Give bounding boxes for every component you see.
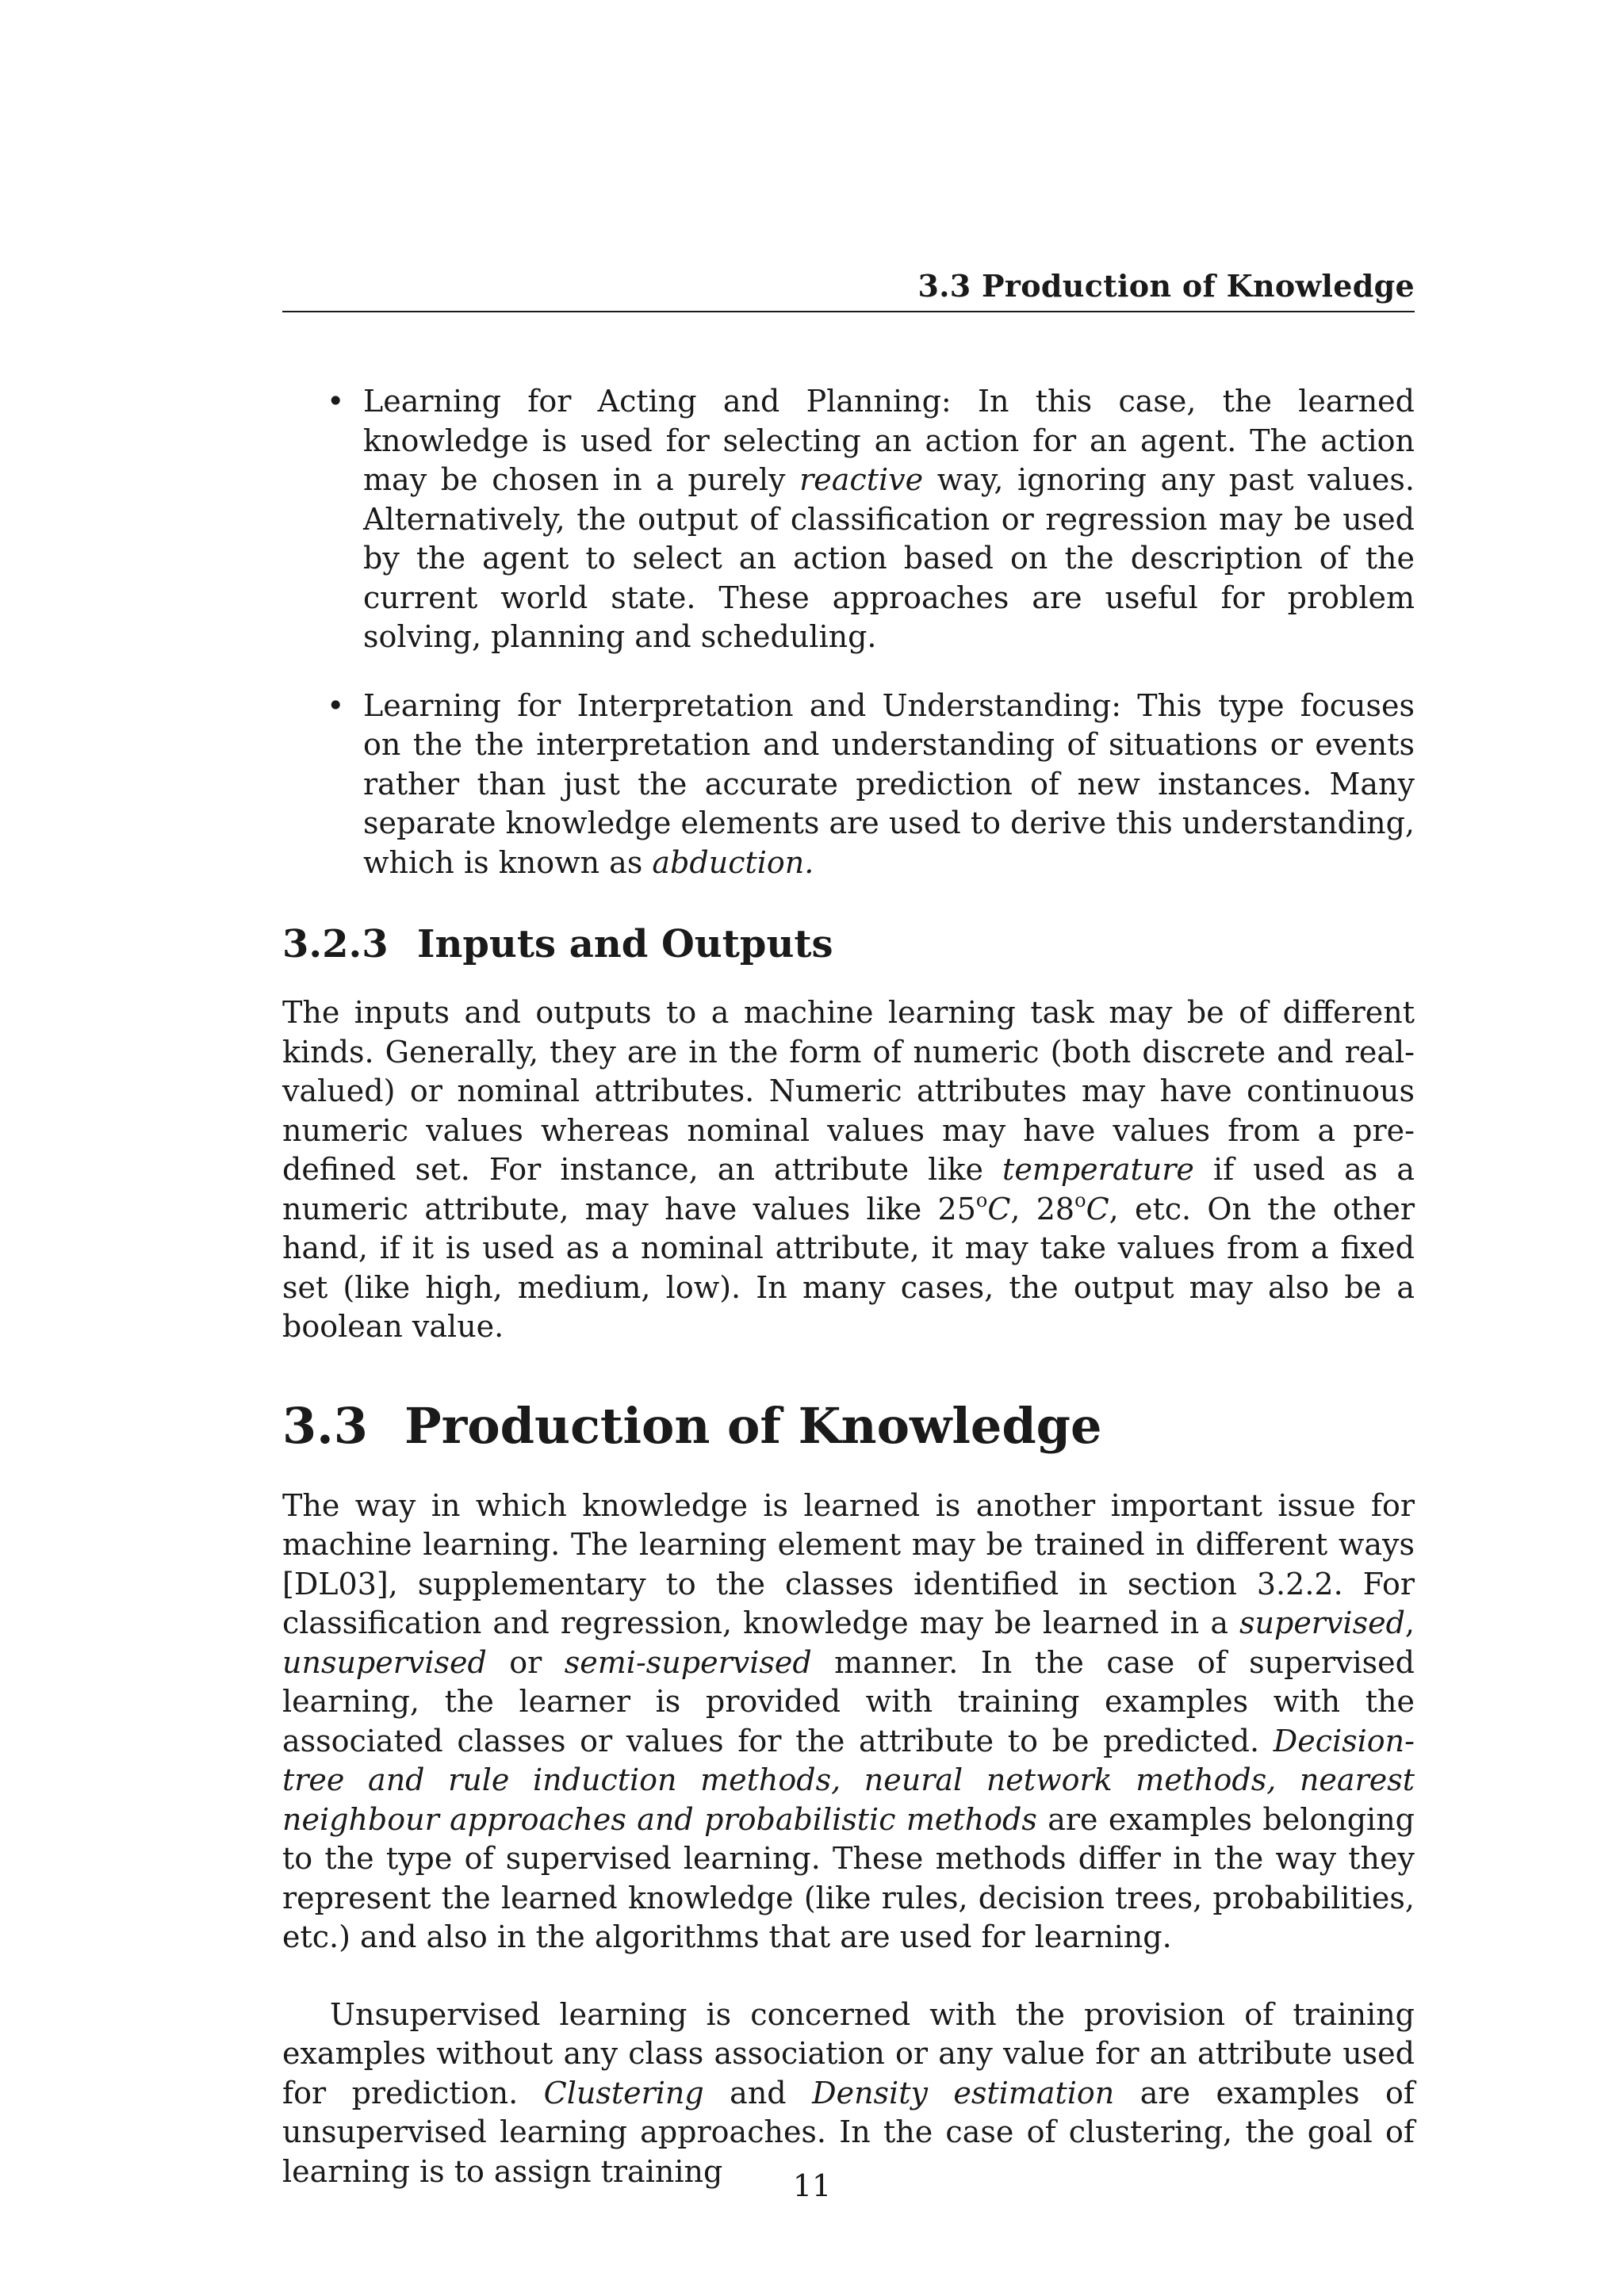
page-body bbox=[282, 382, 1415, 2191]
running-header: 3.3 Production of Knowledge bbox=[917, 268, 1415, 304]
list-item bbox=[282, 382, 1415, 657]
section-title: Production of Knowledge bbox=[404, 1396, 1102, 1455]
subsection-number: 3.2.3 bbox=[282, 922, 389, 966]
bullet-list bbox=[282, 382, 1415, 882]
subsection-title: Inputs and Outputs bbox=[417, 922, 833, 966]
paragraph: Unsupervised learning is concerned with the provision of training examples without any class association or any value for an attribute used for prediction. Clustering and Density estimation are examples of unsupervised learning approaches. In the case of clustering, the goal of learning is to assign training bbox=[282, 1996, 1415, 2189]
paragraph: The inputs and outputs to a machine learning task may be of different kinds. Generally, they are in the form of numeric (both discrete and real-valued) or nominal attributes. Numeric attributes may have continuous numeric values whereas nominal values may have values from a pre-defined set. For instance, an attribute like temperature if used as a numeric attribute, may have values like 25$^o$C, 28$^o$C, etc. On the other hand, if it is used as a nominal attribute, it may take values from a fixed set (like high, medium, low). In many cases, the output may also be a boolean value. bbox=[282, 995, 1415, 1344]
header-rule bbox=[282, 311, 1415, 312]
section-heading bbox=[282, 1396, 1415, 1456]
bullet-text: Learning for Interpretation and Understanding: This type focuses on the the interpretation and understanding of situations or events rather than just the accurate prediction of new instances. Many separate knowledge elements are used to derive this understanding, which is known as abduction. bbox=[363, 687, 1415, 880]
page-number: 11 bbox=[792, 2168, 832, 2203]
bullet-icon: • bbox=[327, 687, 345, 723]
subsection-heading bbox=[282, 920, 1415, 968]
list-item bbox=[282, 687, 1415, 883]
paragraph: The way in which knowledge is learned is another important issue for machine learning. The learning element may be trained in different ways [DL03], supplementary to the classes identified in section 3.2.2. For classification and regression, knowledge may be learned in a supervised, unsupervised or semi-supervised manner. In the case of supervised learning, the learner is provided with training examples with the associated classes or values for the attribute to be predicted. Decision-tree and rule induction methods, neural network methods, nearest neighbour approaches and probabilistic methods are examples belonging to the type of supervised learning. These methods differ in the way they represent the learned knowledge (like rules, decision trees, probabilities, etc.) and also in the algorithms that are used for learning. bbox=[282, 1487, 1415, 1954]
section-number: 3.3 bbox=[282, 1396, 368, 1455]
bullet-icon: • bbox=[327, 384, 345, 419]
bullet-text: Learning for Acting and Planning: In this case, the learned knowledge is used for selecting an action for an agent. The action may be chosen in a purely reactive way, ignoring any past values. Alternatively, the output of classification or regression may be used by the agent to select an action based on the description of the current world state. These approaches are useful for problem solving, planning and scheduling. bbox=[363, 384, 1415, 654]
